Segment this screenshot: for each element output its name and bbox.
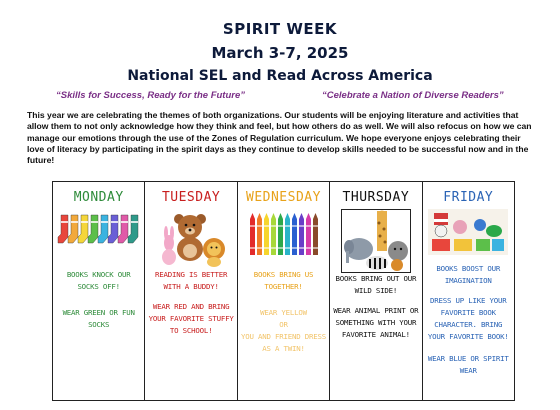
monday-theme: BOOKS KNOCK OUR SOCKS OFF! bbox=[66, 270, 131, 291]
friday-theme: BOOKS BOOST OUR IMAGINATION bbox=[436, 264, 501, 285]
dates: March 3-7, 2025 bbox=[211, 44, 349, 62]
day-title-tuesday: TUESDAY bbox=[161, 190, 221, 205]
book-characters-icon bbox=[426, 209, 511, 259]
subtitle: National SEL and Read Across America bbox=[127, 68, 433, 84]
day-title-friday: FRIDAY bbox=[443, 190, 494, 205]
friday-dress: DRESS UP LIKE YOUR FAVORITE BOOK CHARACTER. BRING YOUR FAVORITE BOOK! bbox=[427, 296, 509, 341]
monday-cell bbox=[53, 182, 145, 401]
friday-dress-2: WEAR BLUE OR SPIRIT WEAR bbox=[427, 354, 509, 375]
thursday-theme: BOOKS BRING OUT OUR WILD SIDE! bbox=[335, 274, 417, 295]
thursday-dress: WEAR ANIMAL PRINT OR SOMETHING WITH YOUR FAVORITE ANIMAL! bbox=[333, 306, 419, 339]
slogan-right: “Celebrate a Nation of Diverse Readers” bbox=[322, 90, 504, 101]
intro-paragraph: This year we are celebrating the themes of both organizations. Our students will be enjoying literature and activities that allow them to not only acknowledge how they think and feel, but how others do as well. We will also refocus on how we can manage our emotions through the use of the Zones of Regulation curriculum. We hope everyone enjoys celebrating their love of literacy by participating in the spirit days as they continue to develop skills needed to be successful now and in the future! bbox=[27, 110, 532, 166]
tuesday-dress: WEAR RED AND BRING YOUR FAVORITE STUFFY TO SCHOOL! bbox=[148, 302, 234, 335]
monday-dress: WEAR GREEN OR FUN SOCKS bbox=[62, 308, 135, 329]
day-title-monday: MONDAY bbox=[73, 190, 124, 205]
tuesday-theme: READING IS BETTER WITH A BUDDY! bbox=[154, 270, 228, 291]
tuesday-cell bbox=[145, 182, 237, 401]
spirit-week-grid bbox=[52, 181, 515, 401]
socks-icon bbox=[56, 209, 141, 269]
friday-cell bbox=[422, 182, 514, 401]
day-title-thursday: THURSDAY bbox=[342, 190, 410, 205]
zoo-animals-icon bbox=[333, 209, 418, 273]
wednesday-dress-a: WEAR YELLOW bbox=[260, 308, 307, 317]
slogan-left: “Skills for Success, Ready for the Future” bbox=[56, 90, 245, 101]
day-title-wednesday: WEDNESDAY bbox=[246, 190, 321, 205]
crayons-icon bbox=[241, 209, 326, 269]
title: SPIRIT WEEK bbox=[222, 20, 338, 38]
wednesday-dress-c: YOU AND FRIEND DRESS AS A TWIN! bbox=[240, 332, 326, 353]
thursday-cell bbox=[330, 182, 422, 401]
wednesday-dress-or: OR bbox=[279, 320, 288, 329]
wednesday-theme: BOOKS BRING US TOGETHER! bbox=[253, 270, 314, 291]
wednesday-cell bbox=[237, 182, 329, 401]
teddy-bear-icon bbox=[148, 209, 233, 269]
